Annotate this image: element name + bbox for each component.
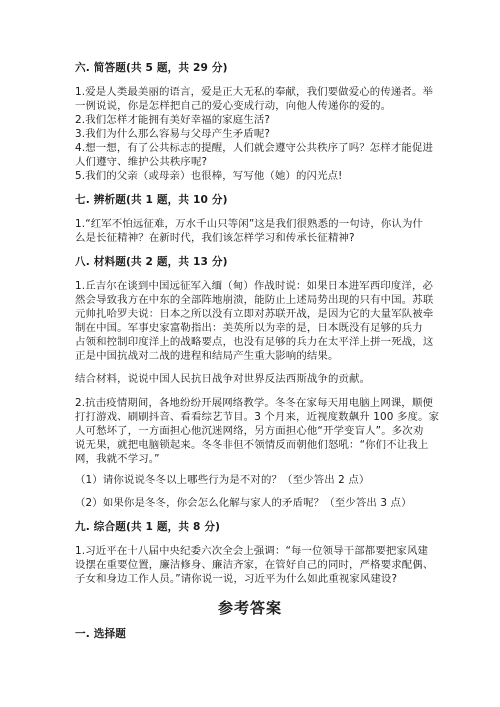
- s6-line: 人们遵守、维护公共秩序呢?: [75, 156, 208, 168]
- s8-p1-line: 元帅扎哈罗夫说：日本之所以没有立即对苏联开战，是因为它的大量军队被牵: [75, 308, 434, 320]
- s6-line: 4.想一想，有了公共标志的提醒，人们就会遵守公共秩序了吗？怎样才能促进: [75, 142, 434, 154]
- s6-line: 3.我们为什么那么容易与父母产生矛盾呢?: [75, 128, 271, 140]
- section-6-heading: 六. 简答题(共 5 题，共 29 分): [75, 62, 228, 74]
- section-7-heading: 七. 辨析题(共 1 题，共 10 分): [75, 194, 228, 206]
- s6-line: 一例说说，你是怎样把自己的爱心变成行动，向他人传递你的爱的。: [75, 100, 392, 112]
- s7-line: 么是长征精神？在新时代，我们该怎样学习和传承长征精神?: [75, 232, 355, 244]
- s7-line: 1.“红军不怕远征难，万水千山只等闲”这是我们很熟悉的一句诗，你认为什: [75, 218, 424, 230]
- s8-p3-line: 说无果，就把电脑锁起来。冬冬非但不领情反而朝他们怒吼：“你们不让我上: [75, 439, 429, 451]
- s9-line: 设摆在重要位置，廉洁修身、廉洁齐家，在管好自己的同时，严格要求配偶、: [75, 559, 434, 571]
- s8-question-1: （1）请你说说冬冬以上哪些行为是不对的？（至少答出 2 点）: [75, 474, 370, 486]
- s8-p3-line: 网，我就不学习。”: [75, 453, 160, 465]
- s8-p3-line: 2.抗击疫情期间，各地纷纷开展网络教学。冬冬在家每天用电脑上网课，顺便: [75, 397, 434, 409]
- s6-line: 2.我们怎样才能拥有美好幸福的家庭生活?: [75, 114, 271, 126]
- s8-p1-line: 正是中国抗战对二战的进程和结局产生重大影响的结果。: [75, 350, 339, 362]
- section-8-heading: 八. 材料题(共 2 题，共 13 分): [75, 256, 228, 268]
- s9-line: 子女和身边工作人员。”请你说一说，习近平为什么如此重视家风建设?: [75, 573, 398, 585]
- s8-p2: 结合材料，说说中国人民抗日战争对世界反法西斯战争的贡献。: [75, 373, 371, 385]
- s6-line: 1.爱是人类最美丽的语言，爱是正大无私的奉献，我们要做爱心的传递者。举: [75, 86, 434, 98]
- s9-line: 1.习近平在十八届中央纪委六次全会上强调：“每一位领导干部都要把家风建: [75, 545, 429, 557]
- s6-line: 5.我们的父亲（或母亲）也很棒，写写他（她）的闪光点!: [75, 170, 343, 182]
- s8-p1-line: 制在中国。军事史家富勒指出：美英所以为幸的是，日本既没有足够的兵力: [75, 322, 423, 334]
- s8-p3-line: 打打游戏、刷刷抖音、看看综艺节目。3 个月来，近视度数飙升 100 多度。家: [75, 411, 440, 423]
- answer-key-title: 参考答案: [217, 599, 282, 617]
- answer-section-1-heading: 一. 选择题: [75, 628, 126, 640]
- s8-p3-line: 人可愁坏了，一方面担心他沉迷网络，另方面担心他“开学变盲人”。多次劝: [75, 425, 424, 437]
- s8-p1-line: 占领和控制印度洋上的战略要点，也没有足够的兵力在太平洋上拼一死战，这: [75, 336, 434, 348]
- s8-question-2: （2）如果你是冬冬，你会怎么化解与家人的矛盾呢？（至少答出 3 点）: [75, 497, 412, 509]
- s8-p1-line: 然会导致我方在中东的全部阵地崩溃，能防止上述局势出现的只有中国。苏联: [75, 294, 434, 306]
- section-9-heading: 九. 综合题(共 1 题，共 8 分): [75, 521, 221, 533]
- s8-p1-line: 1.丘吉尔在谈到中国远征军入缅（甸）作战时说：如果日本进军西印度洋，必: [75, 280, 434, 292]
